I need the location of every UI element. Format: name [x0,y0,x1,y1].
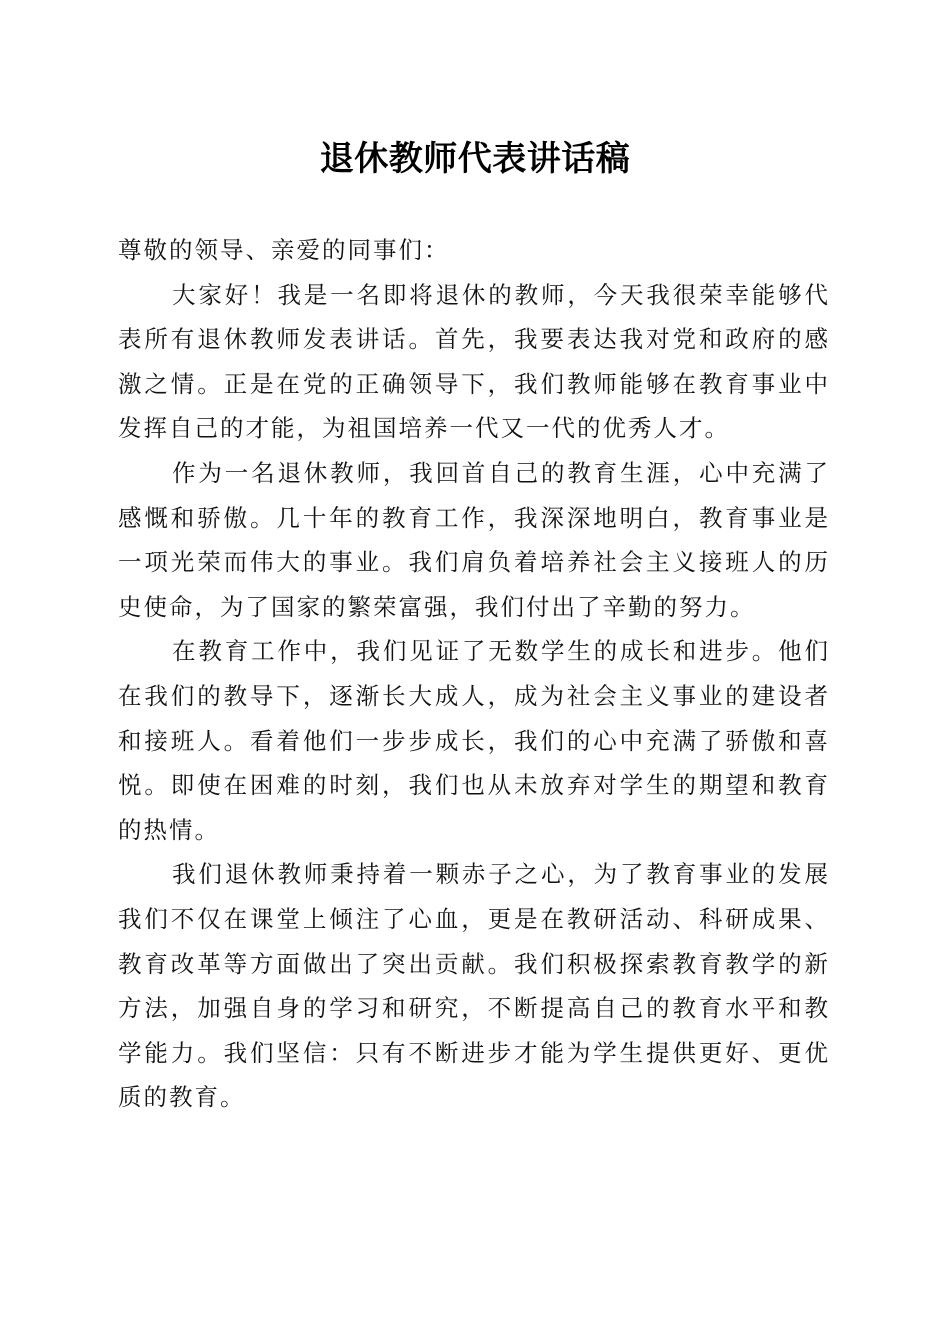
salutation: 尊敬的领导、亲爱的同事们： [118,236,450,264]
paragraph-3: 在教育工作中，我们见证了无数学生的成长和进步。他们在我们的教导下，逐渐长大成人，成为社会主义事业的建设者和接班人。看着他们一步步成长，我们的心中充满了骄傲和喜悦。即使在困难的时刻，我们也从未放弃对学生的期望和教育的热情。 [118,637,830,844]
document-title: 退休教师代表讲话稿 [319,139,631,179]
paragraph-2: 作为一名退休教师，我回首自己的教育生涯，心中充满了感慨和骄傲。几十年的教育工作，我深深地明白，教育事业是一项光荣而伟大的事业。我们肩负着培养社会主义接班人的历史使命，为了国家的繁荣富强，我们付出了辛勤的努力。 [118,458,830,621]
paragraph-4: 我们退休教师秉持着一颗赤子之心，为了教育事业的发展我们不仅在课堂上倾注了心血，更是在教研活动、科研成果、教育改革等方面做出了突出贡献。我们积极探索教育教学的新方法，加强自身的学习和研究，不断提高自己的教育水平和教学能力。我们坚信：只有不断进步才能为学生提供更好、更优质的教育。 [118,860,830,1112]
paragraph-1: 大家好！我是一名即将退休的教师，今天我很荣幸能够代表所有退休教师发表讲话。首先，我要表达我对党和政府的感激之情。正是在党的正确领导下，我们教师能够在教育事业中发挥自己的才能，为祖国培养一代又一代的优秀人才。 [118,280,830,443]
document-body [118,228,830,1120]
